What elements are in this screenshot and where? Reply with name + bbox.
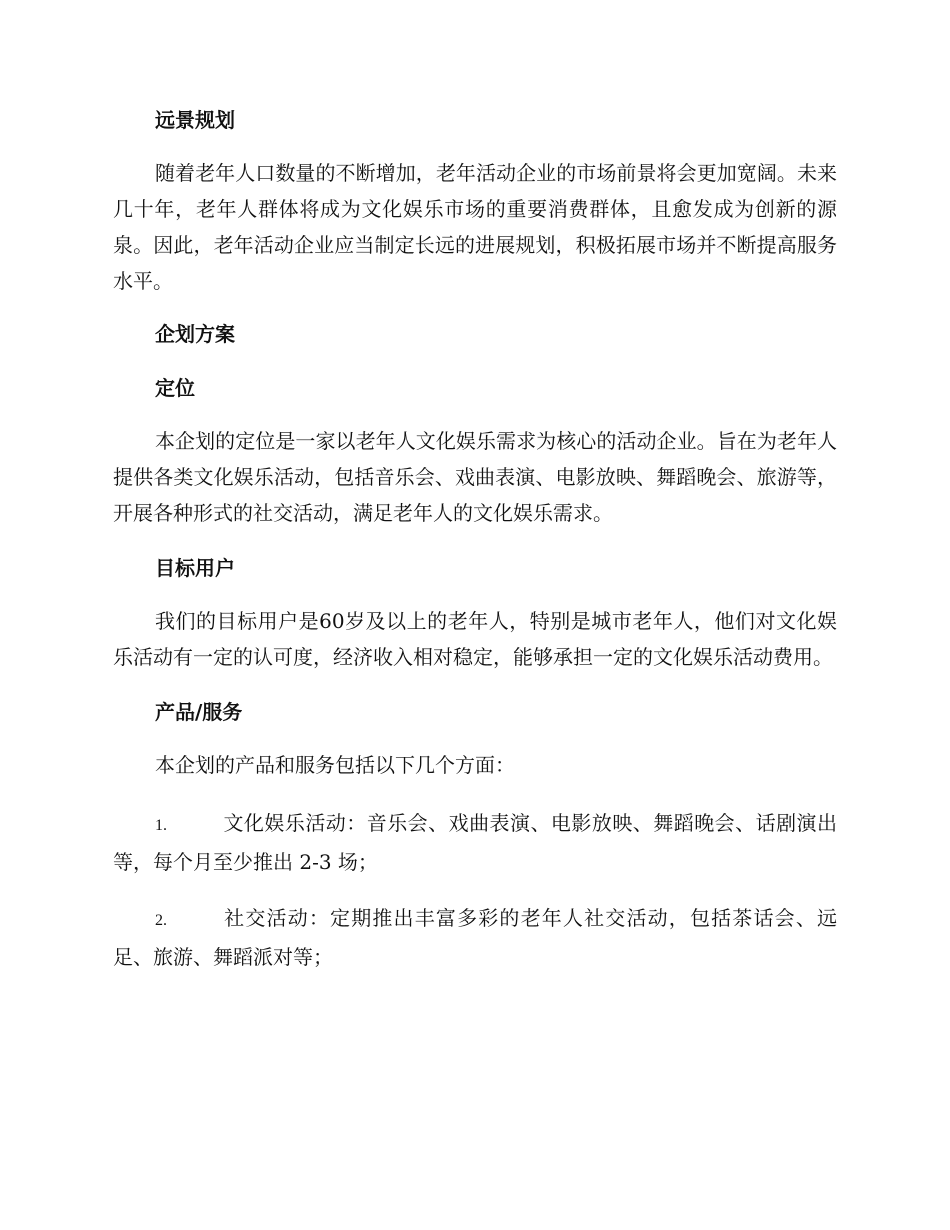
list-item — [113, 805, 837, 880]
list-number: 2. — [155, 912, 167, 929]
section-heading-positioning: 定位 — [155, 376, 195, 400]
paragraph-positioning: 本企划的定位是一家以老年人文化娱乐需求为核心的活动企业。旨在为老年人提供各类文化娱乐活动，包括音乐会、戏曲表演、电影放映、舞蹈晚会、旅游等，开展各种形式的社交活动，满足老年人的文化娱乐需求。 — [113, 429, 837, 525]
section-heading-plan: 企划方案 — [155, 322, 235, 346]
section-heading-products: 产品/服务 — [155, 700, 243, 724]
section-heading-vision: 远景规划 — [155, 108, 235, 132]
paragraph-vision: 随着老年人口数量的不断增加，老年活动企业的市场前景将会更加宽阔。未来几十年，老年人群体将成为文化娱乐市场的重要消费群体，且愈发成为创新的源泉。因此，老年活动企业应当制定长远的进展规划，积极拓展市场并不断提高服务水平。 — [113, 161, 837, 293]
list-item — [113, 900, 837, 975]
list-text: 文化娱乐活动：音乐会、戏曲表演、电影放映、舞蹈晚会、话剧演出等，每个月至少推出 2-3 场； — [113, 811, 837, 874]
list-text: 社交活动：定期推出丰富多彩的老年人社交活动，包括茶话会、远足、旅游、舞蹈派对等； — [113, 906, 837, 969]
section-heading-target-users: 目标用户 — [155, 556, 235, 580]
paragraph-target-users: 我们的目标用户是60岁及以上的老年人，特别是城市老年人，他们对文化娱乐活动有一定的认可度，经济收入相对稳定，能够承担一定的文化娱乐活动费用。 — [113, 609, 837, 669]
paragraph-products: 本企划的产品和服务包括以下几个方面： — [155, 753, 515, 777]
list-number: 1. — [155, 817, 167, 834]
document-page — [113, 105, 837, 975]
